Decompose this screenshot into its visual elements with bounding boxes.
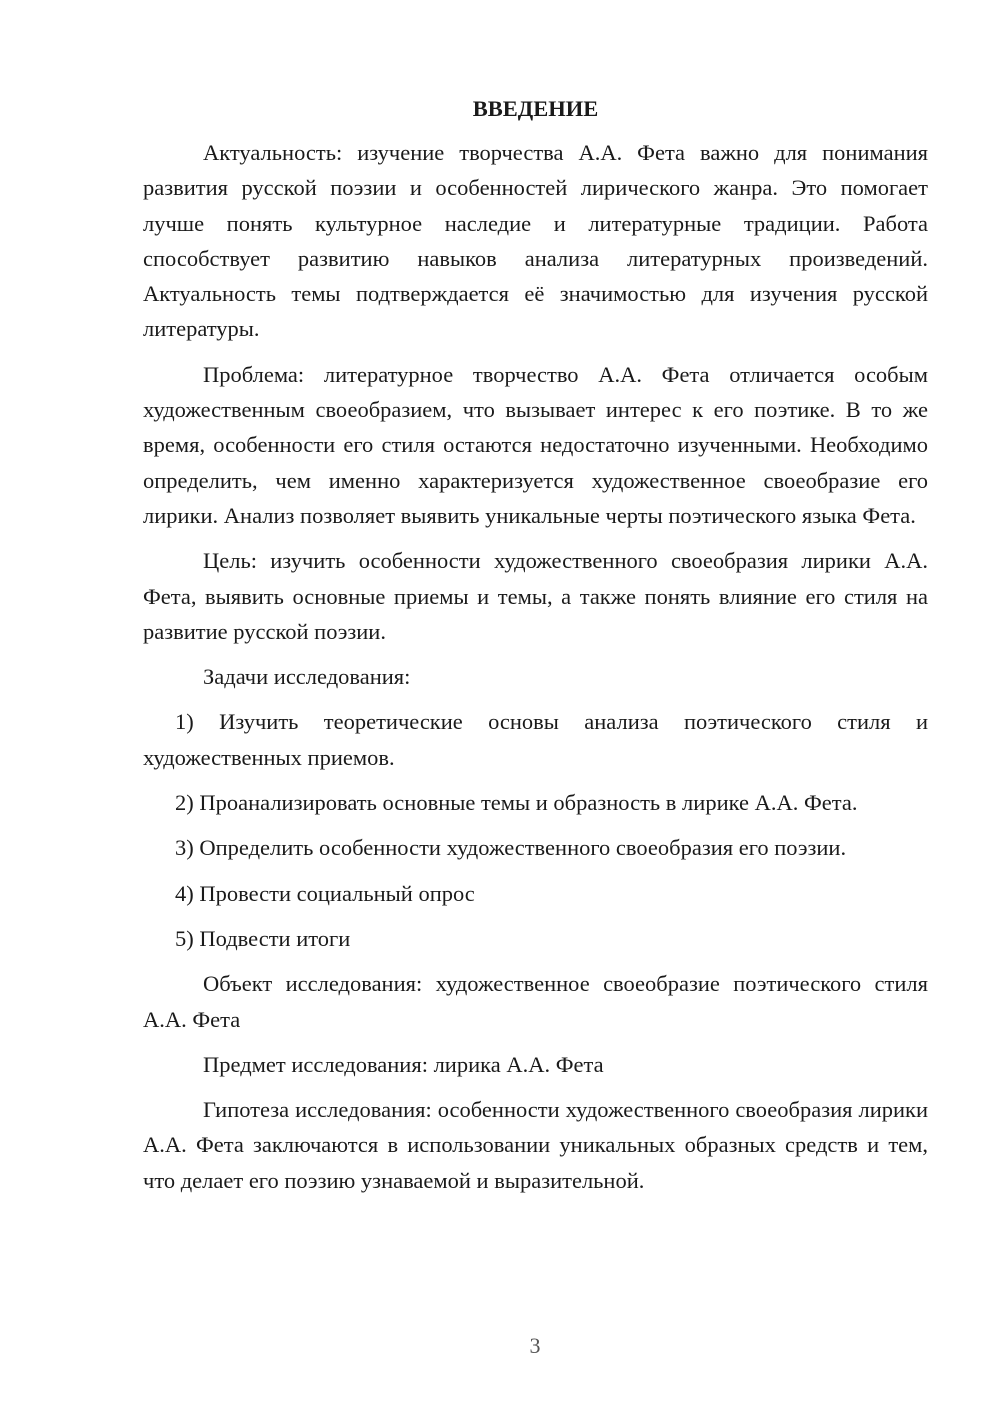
section-heading: ВВЕДЕНИЕ xyxy=(472,96,599,121)
goal-paragraph: Цель: изучить особенности художественного своеобразия лирики А.А. Фета, выявить основные приемы и темы, а также понять влияние его стиля на развитие русской поэзии. xyxy=(143,548,928,644)
hypothesis-paragraph: Гипотеза исследования: особенности художественного своеобразия лирики А.А. Фета заключаются в использовании уникальных образных средств и тем, что делает его поэзию узнаваемой и выразительной. xyxy=(143,1097,928,1193)
page-number: 3 xyxy=(529,1333,541,1358)
subject-paragraph: Предмет исследования: лирика А.А. Фета xyxy=(203,1051,604,1077)
problem-paragraph: Проблема: литературное творчество А.А. Фета отличается особым художественным своеобразием, что вызывает интерес к его поэтике. В то же время, особенности его стиля остаются недостаточно изученными. Необходимо определить, чем именно характеризуется художественное своеобразие его лирики. Анализ позволяет выявить уникальные черты поэтического языка Фета. xyxy=(143,361,928,528)
task-item-5: 5) Подвести итоги xyxy=(175,925,351,951)
relevance-paragraph: Актуальность: изучение творчества А.А. Фета важно для понимания развития русской поэзии и особенностей лирического жанра. Это помогает лучше понять культурное наследие и литературные традиции. Работа способствует развитию навыков анализа литературных произведений. Актуальность темы подтверждается её значимостью для изучения русской литературы. xyxy=(143,140,928,342)
document-page xyxy=(143,94,928,1208)
task-item-1: 1) Изучить теоретические основы анализа поэтического стиля и художественных приемов. xyxy=(143,709,928,770)
task-item-3: 3) Определить особенности художественного своеобразия его поэзии. xyxy=(175,835,847,861)
object-paragraph: Объект исследования: художественное своеобразие поэтического стиля А.А. Фета xyxy=(143,971,928,1032)
tasks-heading: Задачи исследования: xyxy=(203,664,411,690)
task-item-2: 2) Проанализировать основные темы и образность в лирике А.А. Фета. xyxy=(175,790,858,816)
task-item-4: 4) Провести социальный опрос xyxy=(175,880,475,906)
